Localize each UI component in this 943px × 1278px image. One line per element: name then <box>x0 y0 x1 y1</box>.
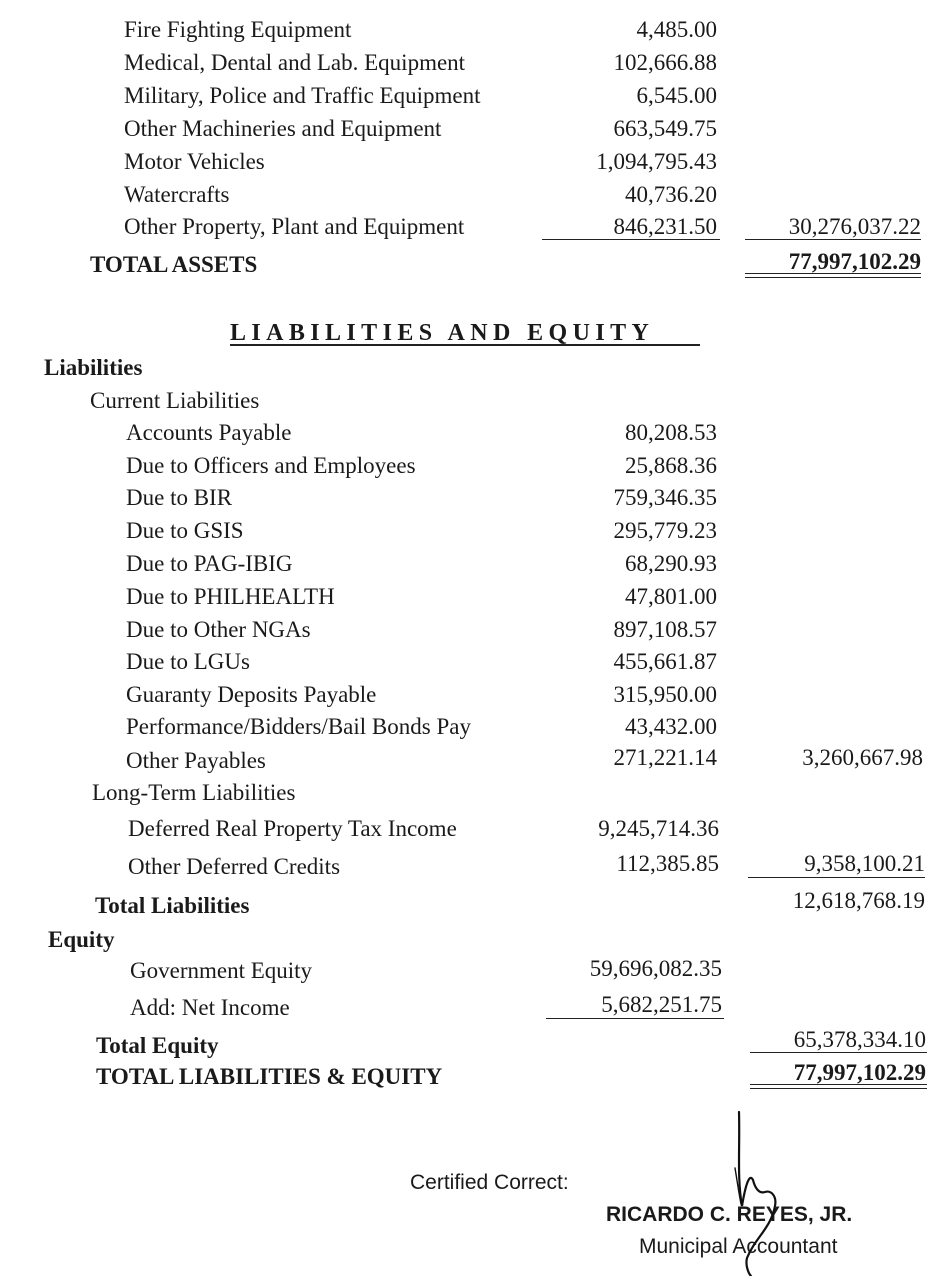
subtotal-rule <box>546 1018 724 1019</box>
line-item-label: Other Property, Plant and Equipment <box>124 214 465 239</box>
long-term-liabilities-label: Long-Term Liabilities <box>92 780 296 805</box>
double-rule <box>750 1088 927 1089</box>
line-item-amount: 295,779.23 <box>613 518 717 543</box>
signatory-name: RICARDO C. REYES, JR. <box>606 1203 853 1226</box>
line-item-amount: 1,094,795.43 <box>596 149 717 174</box>
line-item-amount: 6,545.00 <box>636 83 717 108</box>
long-term-liabilities-subtotal: 9,358,100.21 <box>804 851 925 876</box>
line-item-label: Watercrafts <box>124 182 230 207</box>
line-item-amount: 455,661.87 <box>613 649 717 674</box>
line-item-label: Due to Officers and Employees <box>126 453 416 478</box>
line-item-label: Guaranty Deposits Payable <box>126 682 377 707</box>
line-item-label: Due to PAG-IBIG <box>126 551 293 576</box>
line-item-amount: 112,385.85 <box>616 851 719 876</box>
line-item-label: Other Payables <box>126 748 266 773</box>
total-equity-amount: 65,378,334.10 <box>793 1027 926 1052</box>
line-item-amount: 47,801.00 <box>625 584 717 609</box>
signatory-title: Municipal Accountant <box>639 1235 838 1258</box>
ppe-subtotal: 30,276,037.22 <box>788 214 921 239</box>
double-rule <box>745 277 921 278</box>
line-item-amount: 4,485.00 <box>636 17 717 42</box>
line-item-label: Other Deferred Credits <box>128 854 341 879</box>
line-item-amount: 759,346.35 <box>613 485 717 510</box>
total-liabilities-equity-label: TOTAL LIABILITIES & EQUITY <box>96 1064 443 1089</box>
subtotal-rule <box>745 239 921 240</box>
line-item-amount: 9,245,714.36 <box>598 816 719 841</box>
double-rule <box>745 273 921 274</box>
line-item-label: Performance/Bidders/Bail Bonds Pay <box>126 714 471 739</box>
line-item-amount: 663,549.75 <box>613 116 717 141</box>
line-item-label: Due to Other NGAs <box>126 617 311 642</box>
line-item-amount: 25,868.36 <box>625 453 717 478</box>
line-item-label: Medical, Dental and Lab. Equipment <box>124 50 466 75</box>
equity-label: Equity <box>48 927 115 952</box>
line-item-label: Due to GSIS <box>126 518 244 543</box>
current-liabilities-label: Current Liabilities <box>90 388 260 413</box>
line-item-label: Due to BIR <box>126 485 233 510</box>
line-item-amount: 40,736.20 <box>625 182 717 207</box>
line-item-amount: 897,108.57 <box>613 617 717 642</box>
line-item-label: Deferred Real Property Tax Income <box>128 816 457 841</box>
line-item-amount: 5,682,251.75 <box>601 992 722 1017</box>
line-item-label: Due to PHILHEALTH <box>126 584 335 609</box>
handwritten-signature <box>725 1108 795 1276</box>
total-liabilities-amount: 12,618,768.19 <box>792 888 925 913</box>
line-item-amount: 315,950.00 <box>613 682 717 707</box>
line-item-label: Add: Net Income <box>130 995 290 1020</box>
line-item-amount: 59,696,082.35 <box>589 956 722 981</box>
line-item-amount: 271,221.14 <box>613 745 717 770</box>
total-assets-amount: 77,997,102.29 <box>788 249 921 274</box>
subtotal-rule <box>748 877 925 878</box>
line-item-label: Military, Police and Traffic Equipment <box>124 83 481 108</box>
line-item-amount: 43,432.00 <box>625 714 717 739</box>
current-liabilities-subtotal: 3,260,667.98 <box>802 745 923 770</box>
certified-correct-label: Certified Correct: <box>410 1171 569 1194</box>
section-heading: LIABILITIES AND EQUITY <box>230 320 655 346</box>
line-item-label: Accounts Payable <box>126 420 292 445</box>
total-assets-label: TOTAL ASSETS <box>90 252 258 277</box>
total-liabilities-label: Total Liabilities <box>95 893 250 918</box>
subtotal-rule <box>750 1052 927 1053</box>
line-item-label: Fire Fighting Equipment <box>124 17 352 42</box>
line-item-label: Other Machineries and Equipment <box>124 116 442 141</box>
line-item-amount: 68,290.93 <box>625 551 717 576</box>
double-rule <box>750 1084 927 1085</box>
line-item-label: Motor Vehicles <box>124 149 265 174</box>
line-item-amount: 102,666.88 <box>613 50 717 75</box>
line-item-label: Due to LGUs <box>126 649 250 674</box>
subtotal-rule <box>542 239 720 240</box>
line-item-label: Government Equity <box>130 958 313 983</box>
line-item-amount: 846,231.50 <box>613 214 717 239</box>
line-item-amount: 80,208.53 <box>625 420 717 445</box>
total-liabilities-equity-amount: 77,997,102.29 <box>793 1060 926 1085</box>
heading-underline <box>230 344 700 346</box>
liabilities-label: Liabilities <box>44 355 143 380</box>
total-equity-label: Total Equity <box>96 1033 219 1058</box>
